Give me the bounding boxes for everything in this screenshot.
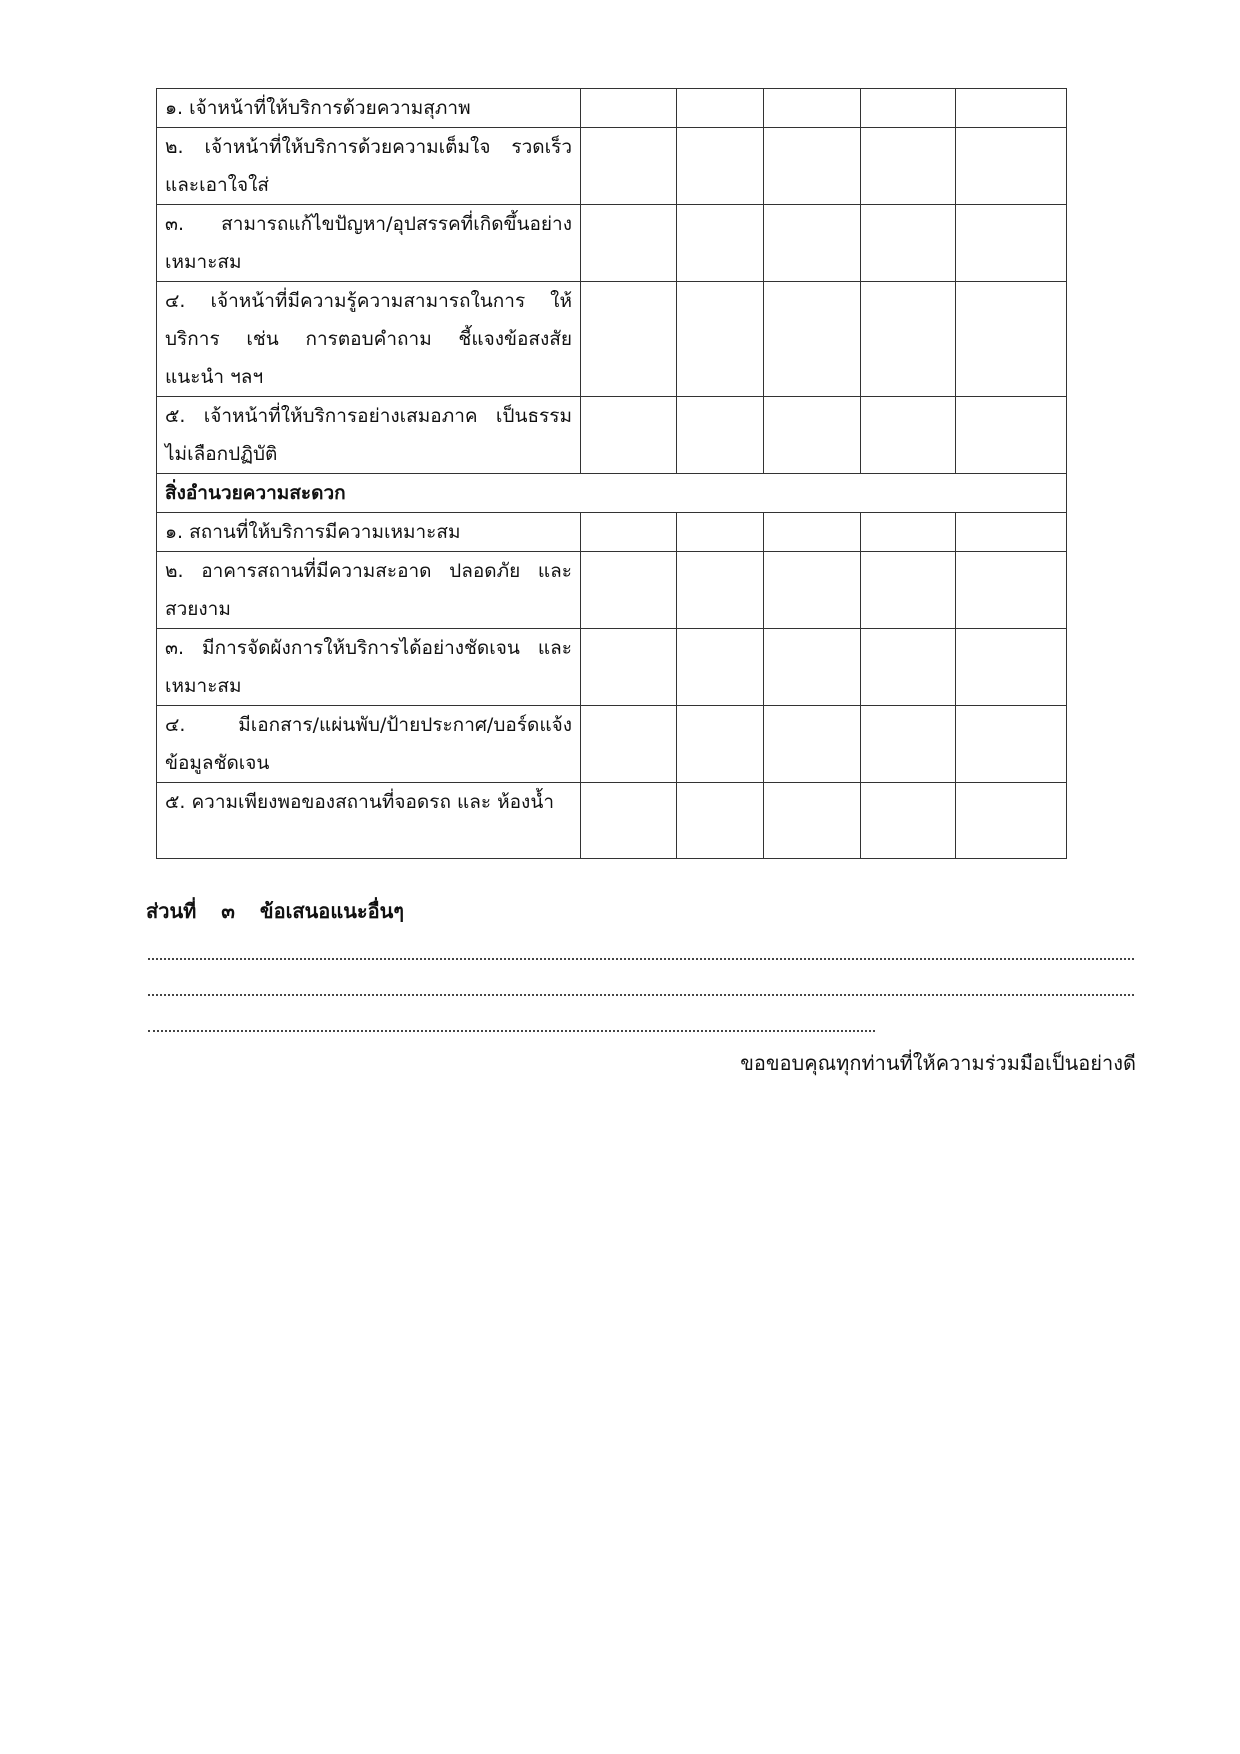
rating-cell[interactable] — [956, 205, 1067, 282]
rating-cell[interactable] — [764, 205, 861, 282]
rating-cell[interactable] — [581, 706, 677, 783]
rating-cell[interactable] — [677, 552, 764, 629]
table-row — [157, 629, 1067, 706]
rating-cell[interactable] — [764, 89, 861, 128]
rating-cell[interactable] — [581, 128, 677, 205]
section-header-row — [157, 474, 1067, 513]
rating-cell[interactable] — [677, 128, 764, 205]
item-text: ๔. มีเอกสาร/แผ่นพับ/ป้ายประกาศ/บอร์ดแจ้ง ข้อมูลชัดเจน — [157, 706, 581, 783]
item-text: ๕. เจ้าหน้าที่ให้บริการอย่างเสมอภาค เป็นธรรม ไม่เลือกปฏิบัติ — [157, 397, 581, 474]
rating-cell[interactable] — [956, 706, 1067, 783]
part3-heading — [146, 896, 422, 926]
rating-cell[interactable] — [764, 783, 861, 859]
table-row — [157, 128, 1067, 205]
item-text: ๒. เจ้าหน้าที่ให้บริการด้วยความเต็มใจ รวดเร็ว และเอาใจใส่ — [157, 128, 581, 205]
part-title: ข้อเสนอแนะอื่นๆ — [259, 899, 405, 923]
closing-thanks: ขอขอบคุณทุกท่านที่ให้ความร่วมมือเป็นอย่างดี — [740, 1051, 1136, 1075]
rating-cell[interactable] — [677, 282, 764, 397]
item-text: ๑. เจ้าหน้าที่ให้บริการด้วยความสุภาพ — [157, 89, 581, 128]
rating-cell[interactable] — [861, 205, 956, 282]
item-text: ๕. ความเพียงพอของสถานที่จอดรถ และ ห้องน้ำ — [157, 783, 581, 859]
satisfaction-table — [156, 88, 1067, 859]
rating-cell[interactable] — [956, 629, 1067, 706]
rating-cell[interactable] — [677, 706, 764, 783]
table-row — [157, 783, 1067, 859]
item-text: ๓. สามารถแก้ไขปัญหา/อุปสรรคที่เกิดขึ้นอย่าง เหมาะสม — [157, 205, 581, 282]
table-row — [157, 89, 1067, 128]
table-row — [157, 397, 1067, 474]
rating-cell[interactable] — [861, 397, 956, 474]
rating-cell[interactable] — [581, 513, 677, 552]
rating-cell[interactable] — [956, 128, 1067, 205]
rating-cell[interactable] — [861, 128, 956, 205]
rating-cell[interactable] — [677, 205, 764, 282]
rating-cell[interactable] — [581, 89, 677, 128]
rating-cell[interactable] — [677, 89, 764, 128]
table-row — [157, 513, 1067, 552]
rating-cell[interactable] — [581, 552, 677, 629]
rating-cell[interactable] — [861, 513, 956, 552]
rating-cell[interactable] — [861, 783, 956, 859]
rating-cell[interactable] — [861, 552, 956, 629]
rating-cell[interactable] — [956, 513, 1067, 552]
table-row — [157, 282, 1067, 397]
rating-cell[interactable] — [861, 706, 956, 783]
suggestion-line[interactable] — [148, 994, 1134, 996]
rating-cell[interactable] — [581, 783, 677, 859]
rating-cell[interactable] — [581, 205, 677, 282]
rating-cell[interactable] — [764, 282, 861, 397]
item-text: ๒. อาคารสถานที่มีความสะอาด ปลอดภัย และสวยงาม — [157, 552, 581, 629]
rating-cell[interactable] — [861, 282, 956, 397]
rating-cell[interactable] — [764, 629, 861, 706]
rating-cell[interactable] — [764, 397, 861, 474]
item-text: ๔. เจ้าหน้าที่มีความรู้ความสามารถในการ ให้บริการ เช่น การตอบคำถาม ชี้แจงข้อสงสัย แนะนำ ฯลฯ — [157, 282, 581, 397]
rating-cell[interactable] — [956, 783, 1067, 859]
rating-cell[interactable] — [956, 89, 1067, 128]
rating-cell[interactable] — [764, 706, 861, 783]
table-row — [157, 205, 1067, 282]
rating-cell[interactable] — [677, 783, 764, 859]
rating-cell[interactable] — [956, 552, 1067, 629]
table-row — [157, 552, 1067, 629]
part-label: ส่วนที่ — [146, 899, 197, 923]
rating-cell[interactable] — [861, 629, 956, 706]
part-number: ๓ — [221, 899, 235, 923]
rating-cell[interactable] — [581, 282, 677, 397]
rating-cell[interactable] — [677, 513, 764, 552]
suggestion-line[interactable] — [148, 1030, 875, 1032]
rating-cell[interactable] — [956, 397, 1067, 474]
rating-cell[interactable] — [956, 282, 1067, 397]
rating-cell[interactable] — [677, 629, 764, 706]
table-row — [157, 706, 1067, 783]
rating-cell[interactable] — [861, 89, 956, 128]
item-text: ๓. มีการจัดผังการให้บริการได้อย่างชัดเจน และเหมาะสม — [157, 629, 581, 706]
rating-cell[interactable] — [581, 629, 677, 706]
rating-cell[interactable] — [581, 397, 677, 474]
rating-cell[interactable] — [764, 513, 861, 552]
item-text: ๑. สถานที่ให้บริการมีความเหมาะสม — [157, 513, 581, 552]
suggestion-line[interactable] — [148, 958, 1134, 960]
section-title: สิ่งอำนวยความสะดวก — [157, 474, 1067, 513]
rating-cell[interactable] — [677, 397, 764, 474]
rating-cell[interactable] — [764, 552, 861, 629]
rating-cell[interactable] — [764, 128, 861, 205]
